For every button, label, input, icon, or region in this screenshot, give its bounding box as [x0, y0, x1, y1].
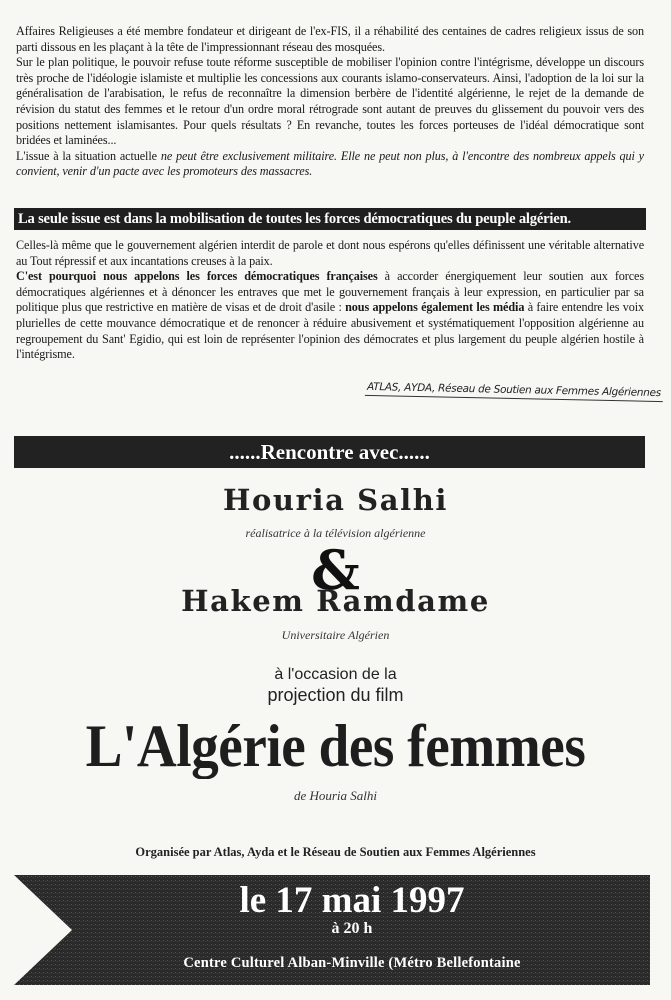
film-author: de Houria Salhi: [293, 788, 378, 803]
handwritten-signature: ATLAS, AYDA, Réseau de Soutien aux Femmes Algériennes: [365, 381, 663, 402]
occasion-line-2: projection du film: [267, 685, 404, 705]
appeal-text-a: à accorder énergiquement leur soutien aux forces démocratiques algériennes et à dénoncer les entraves que met le gouvernement français à leur expression, en particulier par sa politique plus que restrictive en matière de visas et de droit d'asile :: [16, 269, 644, 315]
organizers-line: Organisée par Atlas, Ayda et le Réseau de Soutien aux Femmes Algériennes: [135, 845, 536, 859]
issue-banner: La seule issue est dans la mobilisation de toutes les forces démocratiques du peuple algérien.: [14, 208, 646, 230]
intro-text: [16, 24, 644, 180]
speaker-2-role: Universitaire Algérien: [281, 628, 390, 642]
event-date-band: [14, 875, 650, 985]
intro-paragraph-3-start: L'issue à la situation actuelle: [16, 148, 157, 163]
intro-paragraph-2: Sur le plan politique, le pouvoir refuse toute réforme susceptible de mobiliser l'opinion contre l'intégrisme, développe un discours très proche de l'idéologie islamiste et multiplie les concessions aux courants islamo-conservateurs. Ainsi, l'adoption de la loi sur la généralisation de l'arabisation, le refus de reconnaître la dimension berbère de l'identité algérienne, le rejet de la demande de révision du statut des femmes et le retour d'un ordre moral rétrograde sont autant de preuves du glissement du pouvoir vers des positions nettement islamisantes. Pour quels résultats ? En revanche, toutes les forces porteuses de l'idéal démocratique sont bridées et laminées...: [16, 55, 644, 148]
intro-paragraph-1: Affaires Religieuses a été membre fondateur et dirigeant de l'ex-FIS, il a réhabilité des centaines de cadres religieux issus de son parti dissous en les plaçant à la tête de l'impressionnant réseau des mosquées.: [16, 24, 644, 54]
film-title: L'Algérie des femmes: [85, 713, 586, 779]
appeal-bold-2: nous appelons également les média: [345, 300, 525, 315]
appeal-paragraph-1: Celles-là même que le gouvernement algérien interdit de parole et dont nous espérons qu'elles définissent une véritable alternative au Tout répressif et aux incantations creuses à la paix.: [16, 238, 644, 268]
event-date: le 17 mai 1997: [239, 880, 465, 921]
event-time: à 20 h: [331, 920, 373, 937]
rencontre-banner: [14, 436, 645, 468]
event-venue: Centre Culturel Alban-Minville (Métro Bellefontaine: [183, 955, 521, 971]
appeal-text: [16, 238, 644, 363]
intro-paragraph-3-italic: ne peut être exclusivement militaire. Elle ne peut non plus, à l'encontre des nombreux appels qui y convient, venir d'un pacte avec les promoteurs des massacres.: [16, 148, 644, 179]
speaker-1-role: réalisatrice à la télévision algérienne: [245, 526, 426, 540]
appeal-text-b: à faire entendre les voix plurielles de cette mouvance démocratique et de renoncer à réduire abusivement et systématiquement l'opposition algérienne au regroupement du Sant' Egidio, qui est loin de représenter l'opinion des démocrates et plus largement du peuple algérien hostile à l'intégrisme.: [16, 300, 644, 362]
appeal-paragraph-2: [16, 269, 644, 363]
intro-paragraph-3: [16, 149, 644, 180]
rencontre-label: ......Rencontre avec......: [229, 440, 430, 464]
ampersand: &: [311, 538, 360, 602]
occasion-line-1: à l'occasion de la: [274, 666, 397, 683]
appeal-bold-1: C'est pourquoi nous appelons les forces démocratiques françaises: [16, 269, 378, 284]
speaker-1-name: Houria Salhi: [222, 483, 449, 517]
speaker-2-name: Hakem Ramdame: [181, 584, 490, 618]
